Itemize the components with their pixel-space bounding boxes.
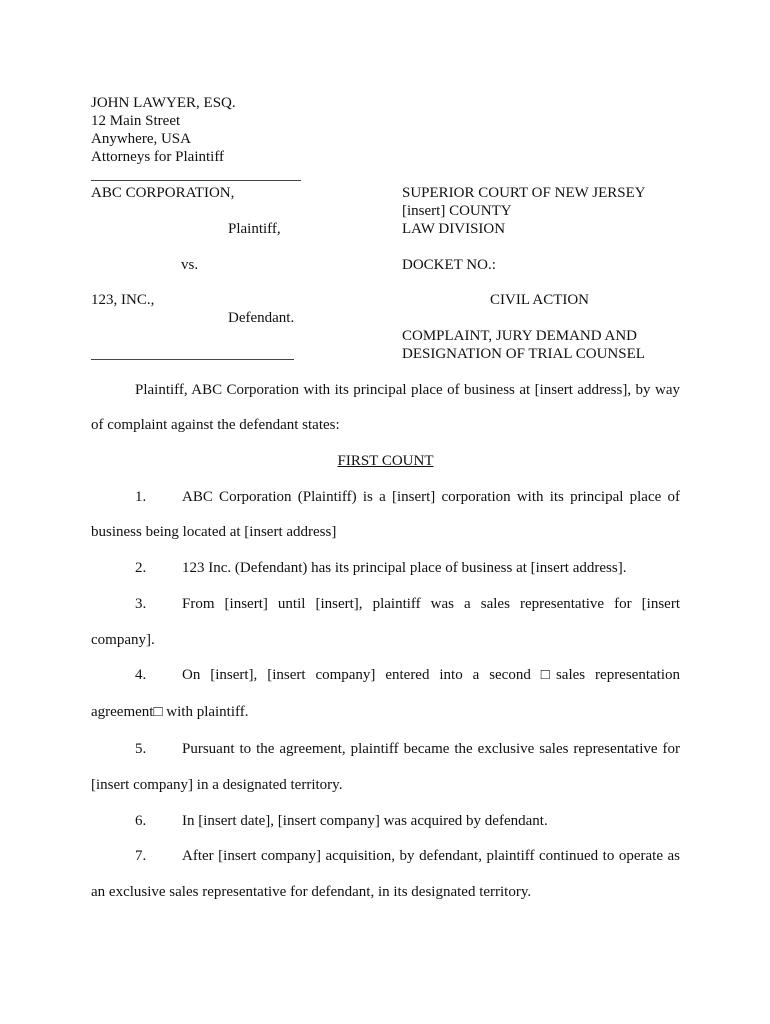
paragraph-text: After [insert company] acquisition, by defendant, plaintiff continued to operate as — [182, 848, 680, 864]
section-heading: FIRST COUNT — [337, 453, 434, 469]
document-title-line-1: COMPLAINT, JURY DEMAND AND — [402, 328, 638, 344]
paragraph-number: 1. — [135, 489, 147, 505]
division: LAW DIVISION — [402, 221, 506, 237]
paragraph-continuation: an exclusive sales representative for defendant, in its designated territory. — [91, 884, 532, 900]
county: [insert] COUNTY — [402, 203, 512, 219]
paragraph-text: 123 Inc. (Defendant) has its principal place of business at [insert address]. — [182, 560, 627, 576]
versus: vs. — [181, 257, 199, 273]
paragraph-text: From [insert] until [insert], plaintiff was a sales representative for [insert — [182, 596, 680, 612]
intro-line-2: of complaint against the defendant states: — [91, 417, 340, 433]
paragraph-continuation: agreement□ with plaintiff. — [91, 704, 249, 720]
paragraph-number: 4. — [135, 667, 147, 683]
plaintiff-label: Plaintiff, — [228, 221, 281, 237]
paragraph-number: 7. — [135, 848, 147, 864]
attorney-street: 12 Main Street — [91, 113, 181, 129]
caption-top-rule — [91, 180, 301, 181]
paragraph-text: In [insert date], [insert company] was acquired by defendant. — [182, 813, 548, 829]
paragraph-continuation: company]. — [91, 632, 155, 648]
plaintiff-name: ABC CORPORATION, — [91, 185, 235, 201]
attorney-role: Attorneys for Plaintiff — [91, 149, 225, 165]
paragraph-text: ABC Corporation (Plaintiff) is a [insert] corporation with its principal place of — [182, 489, 680, 505]
defendant-label: Defendant. — [228, 310, 295, 326]
paragraph-number: 5. — [135, 741, 147, 757]
court-name: SUPERIOR COURT OF NEW JERSEY — [402, 185, 646, 201]
paragraph-text: Pursuant to the agreement, plaintiff became the exclusive sales representative for — [182, 741, 680, 757]
defendant-name: 123, INC., — [91, 292, 155, 308]
paragraph-continuation: [insert company] in a designated territory. — [91, 777, 343, 793]
docket-number: DOCKET NO.: — [402, 257, 496, 273]
paragraph-number: 6. — [135, 813, 147, 829]
attorney-name: JOHN LAWYER, ESQ. — [91, 95, 236, 111]
attorney-city: Anywhere, USA — [91, 131, 191, 147]
paragraph-text: On [insert], [insert company] entered into a second □sales representation — [182, 667, 680, 683]
intro-line-1: Plaintiff, ABC Corporation with its principal place of business at [insert address], by way — [135, 382, 680, 398]
paragraph-number: 3. — [135, 596, 147, 612]
paragraph-continuation: business being located at [insert address] — [91, 524, 337, 540]
paragraph-number: 2. — [135, 560, 147, 576]
civil-action: CIVIL ACTION — [490, 292, 590, 308]
document-title-line-2: DESIGNATION OF TRIAL COUNSEL — [402, 346, 645, 362]
caption-bottom-rule — [91, 359, 294, 360]
